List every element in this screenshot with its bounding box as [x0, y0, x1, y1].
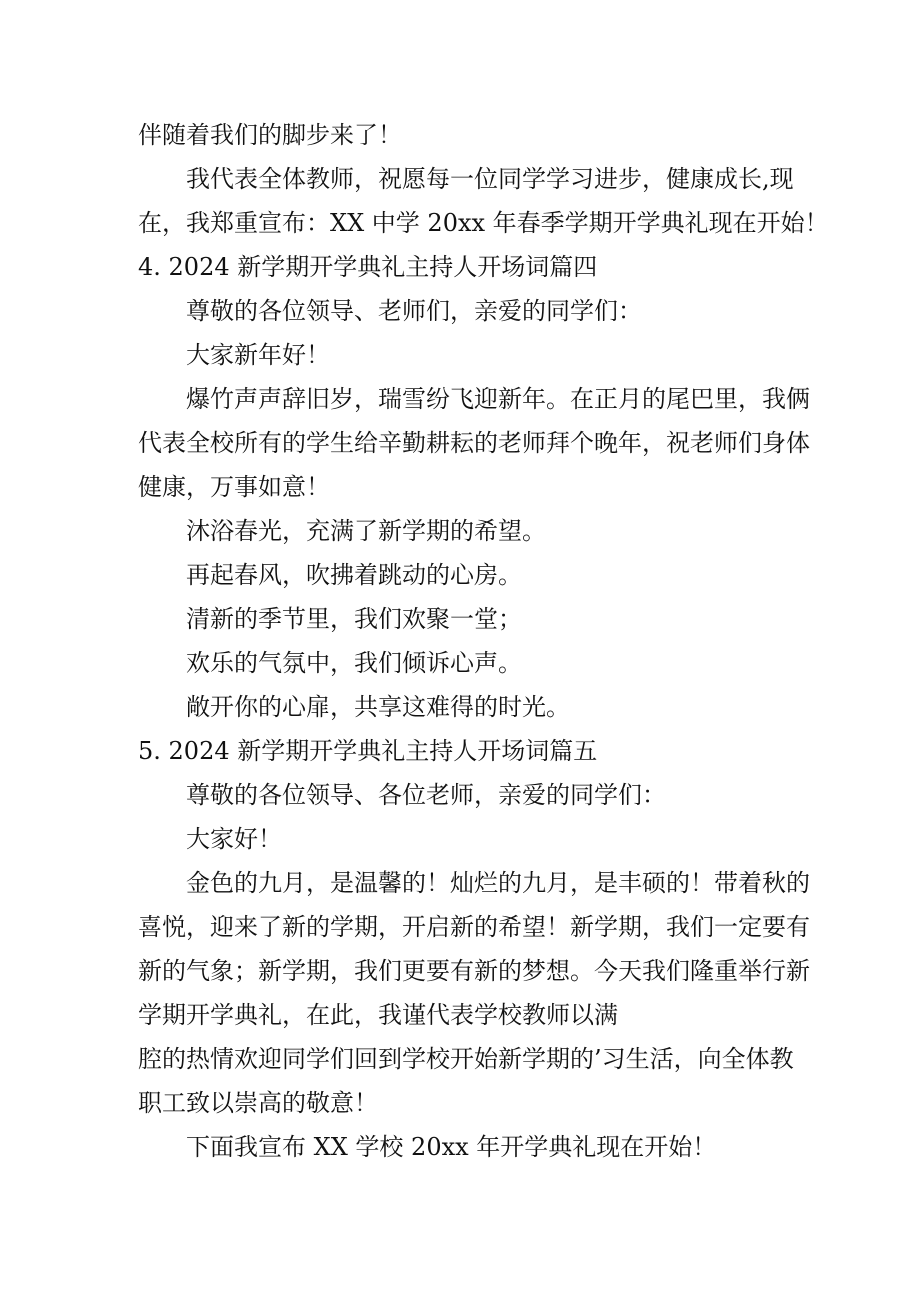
- text-line: 学期开学典礼，在此，我谨代表学校教师以满: [138, 1001, 618, 1029]
- text-line: 沐浴春光，充满了新学期的希望。: [186, 517, 546, 545]
- section-heading-5: 5. 2024 新学期开学典礼主持人开场词篇五: [138, 737, 598, 765]
- text-line: 金色的九月，是温馨的！灿烂的九月，是丰硕的！带着秋的: [186, 869, 810, 897]
- text-line: 代表全校所有的学生给辛勤耕耘的老师拜个晚年，祝老师们身体: [138, 429, 810, 457]
- text-line: 腔的热情欢迎同学们回到学校开始新学期的’习生活，向全体教: [138, 1045, 794, 1073]
- text-line: 清新的季节里，我们欢聚一堂；: [186, 605, 522, 633]
- text-line: 大家新年好！: [186, 341, 330, 369]
- text-line: 敞开你的心扉，共享这难得的时光。: [186, 693, 570, 721]
- text-line: 欢乐的气氛中，我们倾诉心声。: [186, 649, 522, 677]
- text-line: 健康，万事如意！: [138, 473, 330, 501]
- text-line: 爆竹声声辞旧岁，瑞雪纷飞迎新年。在正月的尾巴里，我俩: [186, 385, 810, 413]
- text-line: 尊敬的各位领导、老师们，亲爱的同学们：: [186, 297, 642, 325]
- section-heading-4: 4. 2024 新学期开学典礼主持人开场词篇四: [138, 253, 598, 281]
- text-line: 喜悦，迎来了新的学期，开启新的希望！新学期，我们一定要有: [138, 913, 810, 941]
- text-line: 下面我宣布 XX 学校 20xx 年开学典礼现在开始！: [186, 1133, 717, 1161]
- document-page: [138, 113, 829, 1169]
- text-line: 在，我郑重宣布：XX 中学 20xx 年春季学期开学典礼现在开始！: [138, 209, 829, 237]
- text-line: 大家好！: [186, 825, 282, 853]
- text-line: 尊敬的各位领导、各位老师，亲爱的同学们：: [186, 781, 666, 809]
- text-line: 我代表全体教师，祝愿每一位同学学习进步，健康成长,现: [186, 165, 794, 193]
- text-line: 职工致以崇高的敬意！: [138, 1089, 378, 1117]
- text-line: 再起春风，吹拂着跳动的心房。: [186, 561, 522, 589]
- text-line: 伴随着我们的脚步来了！: [138, 121, 402, 149]
- text-line: 新的气象；新学期，我们更要有新的梦想。今天我们隆重举行新: [138, 957, 810, 985]
